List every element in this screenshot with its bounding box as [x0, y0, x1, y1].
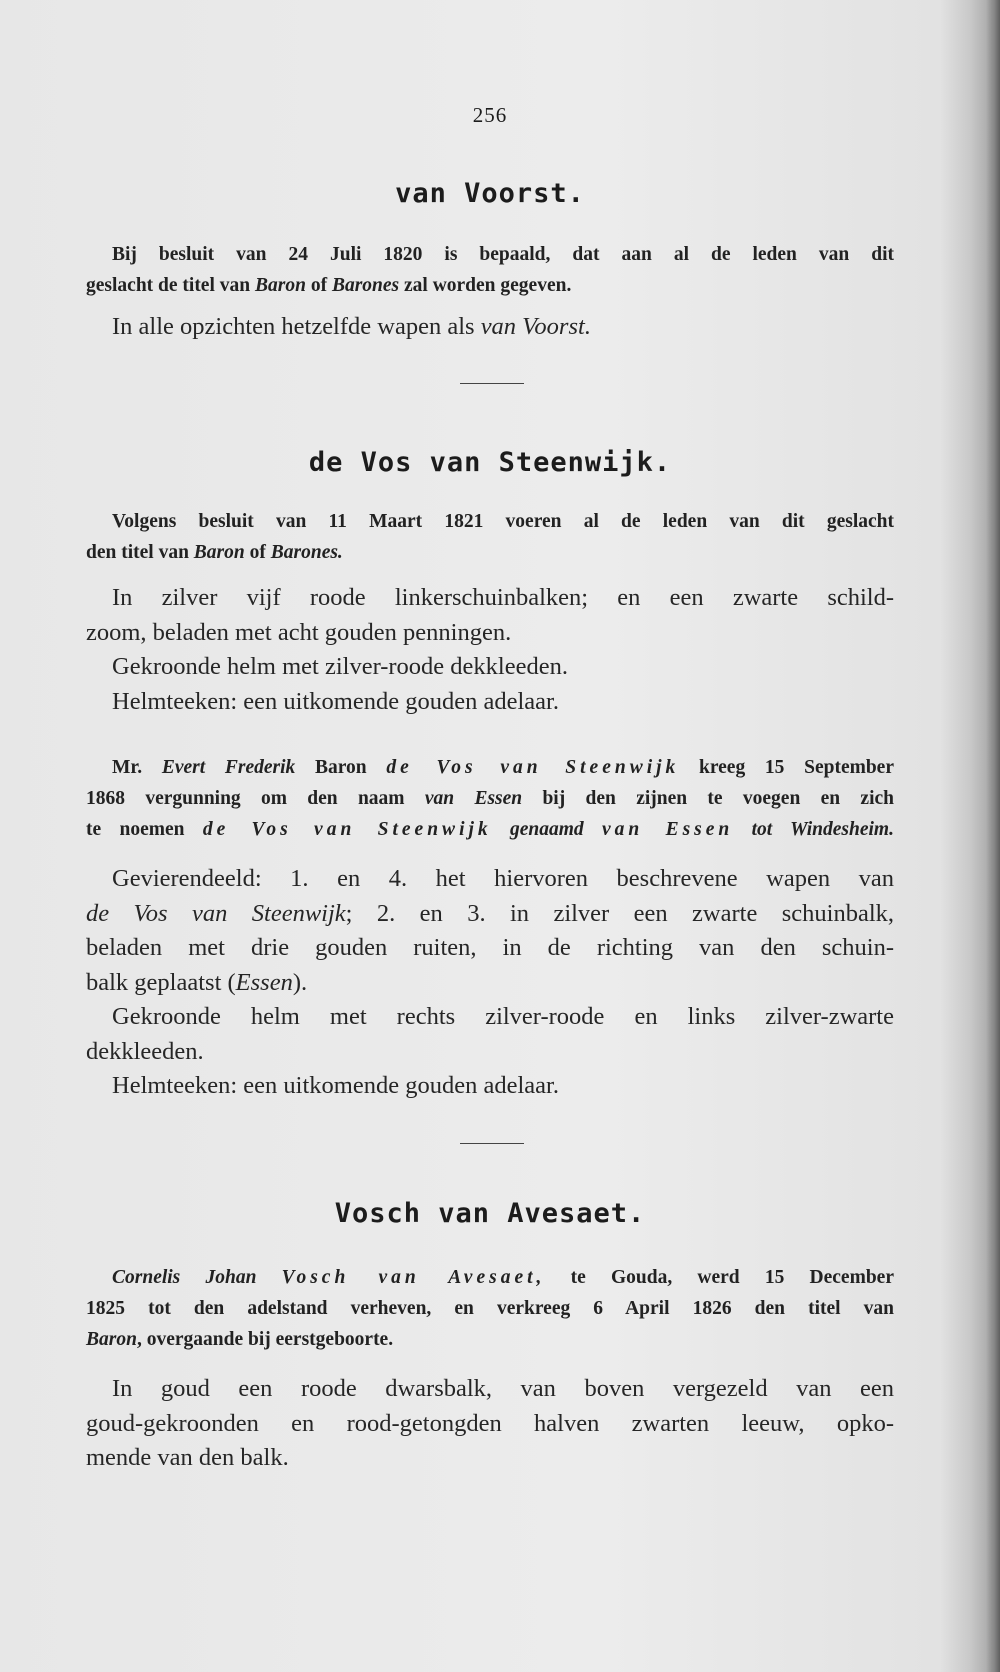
- text-run: In alle opzichten hetzelfde wapen als: [112, 313, 481, 340]
- text-run: den titel van: [86, 542, 194, 563]
- vos-decree: [86, 506, 894, 568]
- text-run: Mr.: [112, 757, 162, 778]
- vos-arms-line-4: Helmteeken: een uitkomende gouden adelaar.: [112, 687, 559, 715]
- vos-arms2-line-4: [86, 966, 894, 1001]
- vos-arms2-line-1: Gevierendeeld: 1. en 4. het hiervoren beschrevene wapen van: [112, 865, 894, 892]
- vos-note: [86, 752, 894, 845]
- vos-arms-line-2: zoom, beladen met acht gouden penningen.: [86, 618, 512, 646]
- italic-run: de Vos van Steenwijk: [86, 899, 346, 927]
- vos-arms: [86, 581, 894, 719]
- vosch-decree: [86, 1262, 894, 1355]
- text-run: 1868 vergunning om den naam: [86, 788, 425, 809]
- vosch-arms-line-2: goud-gekroonden en rood-getongden halven zwarten leeuw, opko-: [86, 1409, 894, 1437]
- voorst-decree: [86, 239, 894, 301]
- text-run: balk geplaatst (: [86, 968, 236, 996]
- spaced-italic-run: de Vos van Steenwijk: [202, 819, 492, 840]
- spaced-italic-run: de Vos van Steenwijk: [386, 757, 680, 778]
- page-number: 256: [472, 103, 508, 127]
- vosch-decree-line-2: 1825 tot den adelstand verheven, en verkreeg 6 April 1826 den titel van: [86, 1298, 894, 1319]
- text-run: of: [244, 542, 271, 563]
- italic-run: Baron: [254, 275, 306, 296]
- text-run: ).: [292, 968, 308, 996]
- voorst-arms-line: [86, 310, 894, 345]
- text-run: of: [305, 275, 332, 296]
- text-run: zal worden gegeven.: [399, 275, 572, 296]
- page-edge-shadow: [986, 0, 1000, 1672]
- text-run: bij den zijnen te voegen en zich: [522, 788, 895, 809]
- vos-arms2-line-5: Gekroonde helm met rechts zilver-roode en links zilver-zwarte: [112, 1003, 894, 1030]
- vosch-arms: [86, 1372, 894, 1476]
- vos-note-line-2: [86, 783, 894, 814]
- text-run: te Gouda, werd 15 December: [545, 1267, 894, 1288]
- italic-run: van Voorst.: [480, 313, 591, 340]
- text-run: Baron: [295, 757, 387, 778]
- vos-arms-line-3: Gekroonde helm met zilver-roode dekkleeden.: [112, 653, 568, 680]
- italic-run: Baron: [86, 1329, 137, 1350]
- text-run: ; 2. en 3. in zilver een zwarte schuinbalk,: [345, 899, 895, 927]
- italic-run: Essen: [235, 968, 293, 996]
- vosch-arms-line-1: In goud een roode dwarsbalk, van boven vergezeld van een: [112, 1375, 894, 1402]
- italic-run: Evert Frederik: [161, 757, 296, 778]
- text-run: , overgaande bij eerstgeboorte.: [136, 1329, 394, 1350]
- italic-run: Barones: [331, 275, 400, 296]
- voorst-decree-line-2: [86, 270, 894, 301]
- vos-note-line-3: [86, 814, 894, 845]
- vosch-decree-line-3: [86, 1324, 894, 1355]
- italic-run: van Essen: [424, 788, 523, 809]
- text-run: kreeg 15 September: [679, 757, 894, 778]
- vos-decree-line-1: Volgens besluit van 11 Maart 1821 voeren al de leden van dit geslacht: [112, 511, 894, 532]
- heading-van-voorst: van Voorst.: [395, 178, 585, 209]
- italic-run: tot Windesheim.: [733, 819, 894, 840]
- italic-run: Barones.: [270, 542, 343, 563]
- vos-arms2-line-3: beladen met drie gouden ruiten, in de richting van den schuin-: [86, 934, 894, 961]
- heading-vosch-van-avesaet: Vosch van Avesaet.: [334, 1198, 646, 1229]
- vos-note-line-1: [86, 752, 894, 783]
- italic-run: genaamd: [491, 819, 602, 840]
- vos-decree-line-2: [86, 537, 894, 568]
- voorst-decree-line-1: Bij besluit van 24 Juli 1820 is bepaald, dat aan al de leden van dit: [112, 244, 894, 265]
- section-divider: [460, 1143, 524, 1144]
- section-divider: [460, 383, 524, 384]
- vos-arms-quartered: [86, 862, 894, 1104]
- vos-arms-line-1: In zilver vijf roode linkerschuinbalken; en een zwarte schild-: [112, 584, 894, 611]
- text-run: geslacht de titel van: [86, 275, 255, 296]
- vos-arms2-line-2: [86, 897, 894, 932]
- vosch-decree-line-1: [86, 1262, 894, 1293]
- vos-arms2-line-7: Helmteeken: een uitkomende gouden adelaar.: [112, 1072, 559, 1099]
- text-run: te noemen: [86, 819, 203, 840]
- vosch-arms-line-3: mende van den balk.: [86, 1444, 289, 1471]
- spaced-italic-run: van Essen: [601, 819, 734, 840]
- italic-run: Baron: [193, 542, 245, 563]
- voorst-arms: [86, 310, 894, 345]
- spaced-italic-run: Vosch van Avesaet,: [281, 1267, 546, 1288]
- vos-arms2-line-6: dekkleeden.: [86, 1037, 204, 1065]
- heading-de-vos-van-steenwijk: de Vos van Steenwijk.: [308, 447, 672, 478]
- italic-run: Cornelis Johan: [112, 1267, 257, 1288]
